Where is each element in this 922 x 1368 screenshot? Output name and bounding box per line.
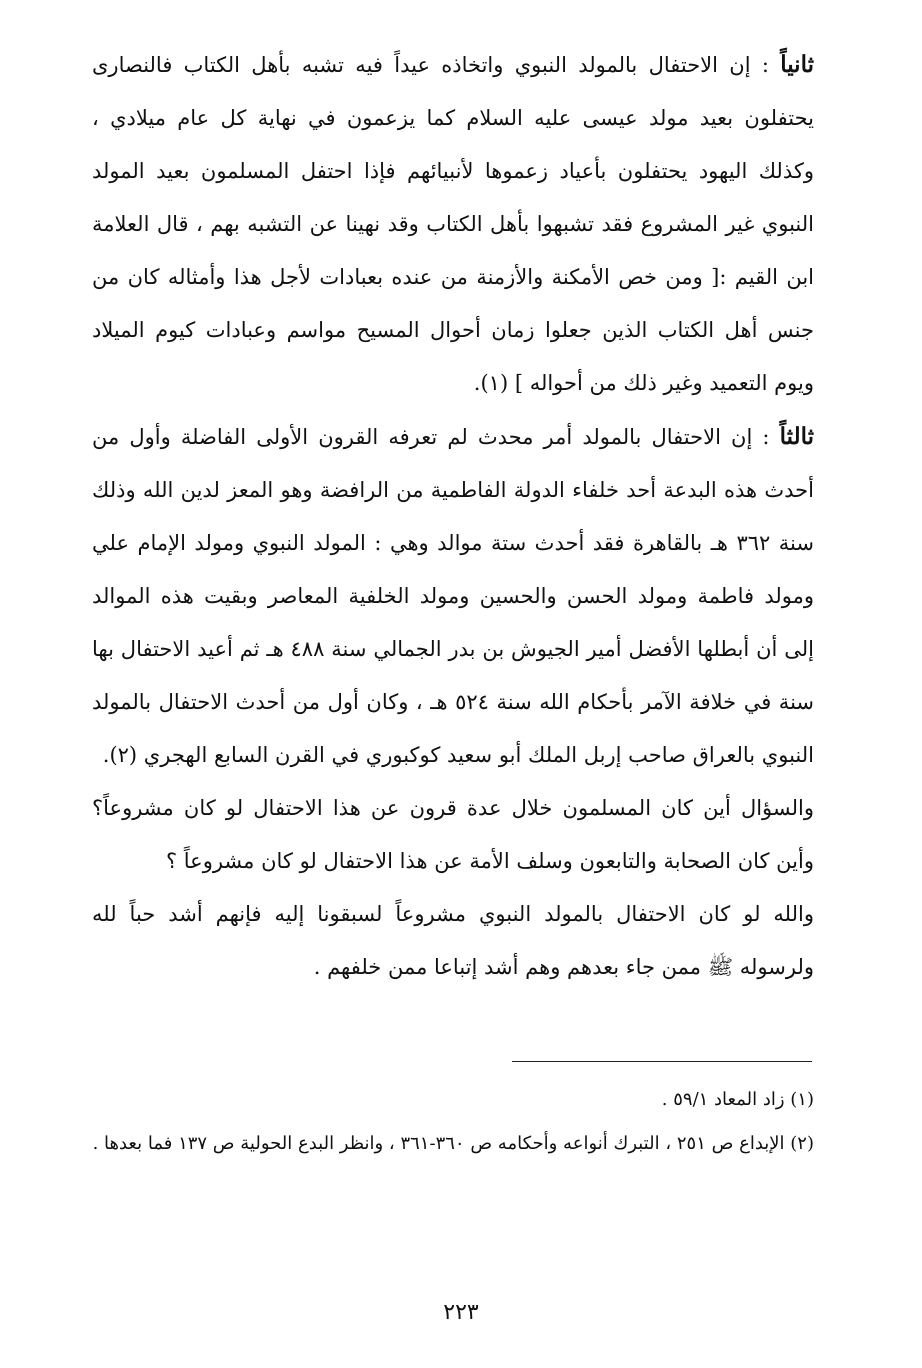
footnotes [92,1078,814,1166]
page-number: ٢٢٣ [443,1300,479,1325]
footnote-divider [512,1061,812,1062]
paragraph-conclusion [92,888,814,994]
paragraph-thanian [92,38,814,410]
paragraph-question [92,782,814,888]
paragraph-lead: ثانياً [780,51,814,78]
paragraph-text: والسؤال أين كان المسلمون خلال عدة قرون عن هذا الاحتفال لو كان مشروعاً؟ وأين كان الصحابة والتابعون وسلف الأمة عن هذا الاحتفال لو كان مشروعاً ؟ [92,796,814,873]
paragraph-text: والله لو كان الاحتفال بالمولد النبوي مشروعاً لسبقونا إليه فإنهم أشد حباً لله ولرسوله ﷺ ممن جاء بعدهم وهم أشد إتباعا ممن خلفهم . [92,902,814,979]
paragraph-text: : إن الاحتفال بالمولد أمر محدث لم تعرفه القرون الأولى الفاضلة وأول من أحدث هذه البدعة أحد خلفاء الدولة الفاطمية من الرافضة وهو المعز لدين الله وذلك سنة ٣٦٢ هـ بالقاهرة فقد أحدث ستة موالد وهي : المولد النبوي ومولد الإمام علي ومولد فاطمة ومولد الحسن والحسين ومولد الخلفية المعاصر وبقيت هذه الموالد إلى أن أبطلها الأفضل أمير الجيوش بن بدر الجمالي سنة ٤٨٨ هـ ثم أعيد الاحتفال بها سنة في خلافة الآمر بأحكام الله سنة ٥٢٤ هـ ، وكان أول من أحدث الاحتفال بالمولد النبوي بالعراق صاحب إربل الملك أبو سعيد كوكبوري في القرن السابع الهجري (٢). [92,425,814,767]
paragraph-lead: ثالثاً [779,423,814,450]
paragraph-text: : إن الاحتفال بالمولد النبوي واتخاذه عيداً فيه تشبه بأهل الكتاب فالنصارى يحتفلون بعيد مولد عيسى عليه السلام كما يزعمون في نهاية كل عام ميلادي ، وكذلك اليهود يحتفلون بأعياد زعموها لأنبيائهم فإذا احتفل المسلمون بعيد المولد النبوي غير المشروع فقد تشبهوا بأهل الكتاب وقد نهينا عن التشبه بهم ، قال العلامة ابن القيم :[ ومن خص الأمكنة والأزمنة من عنده بعبادات لأجل هذا وأمثاله كان من جنس أهل الكتاب الذين جعلوا زمان أحوال المسيح مواسم وعبادات كيوم الميلاد ويوم التعميد وغير ذلك من أحواله ] (١). [92,53,814,395]
main-text [92,38,814,994]
paragraph-thalithan [92,410,814,782]
footnote-2: (٢) الإبداع ص ٢٥١ ، التبرك أنواعه وأحكامه ص ٣٦٠-٣٦١ ، وانظر البدع الحولية ص ١٣٧ فما بعدها . [92,1133,814,1154]
footnote-1: (١) زاد المعاد ٥٩/١ . [661,1089,814,1110]
